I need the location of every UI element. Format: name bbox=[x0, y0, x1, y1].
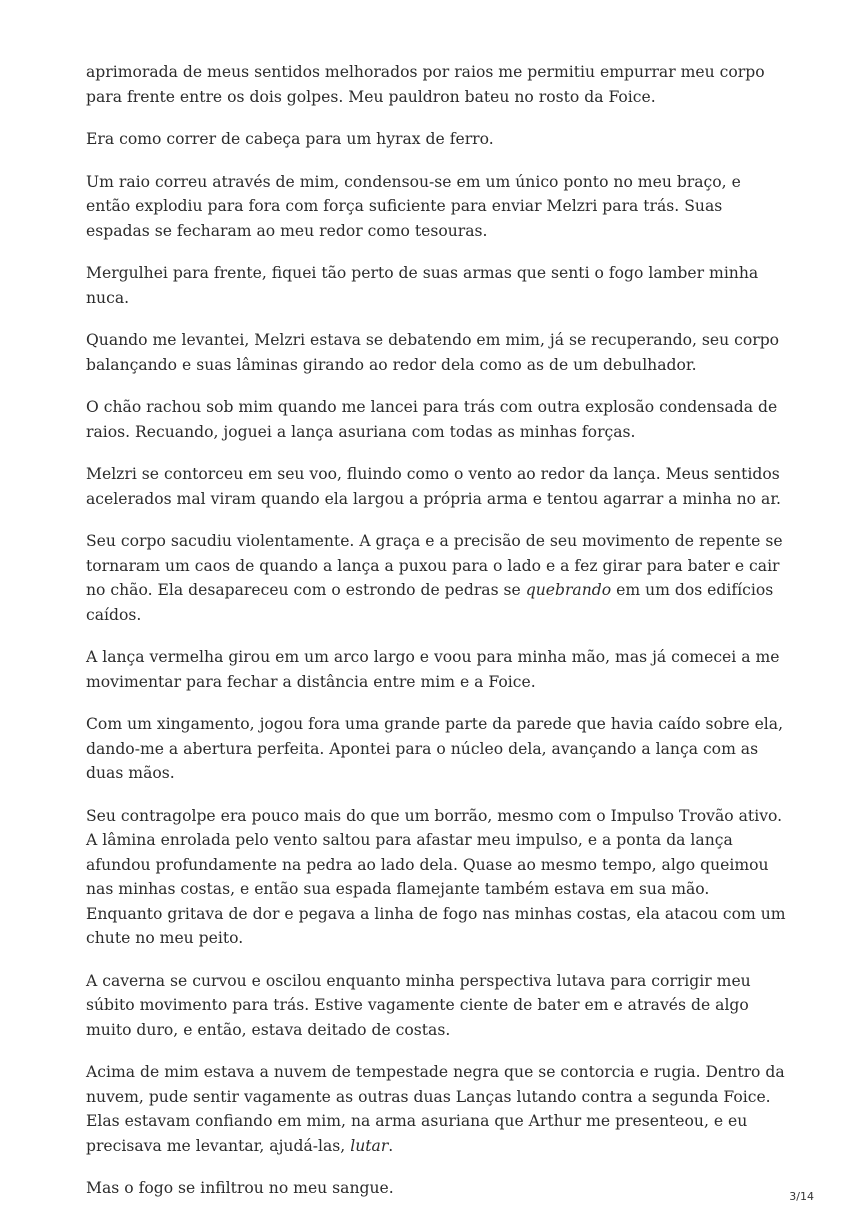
paragraph bbox=[86, 529, 786, 627]
paragraph bbox=[86, 1176, 786, 1201]
paragraph-text: . bbox=[388, 1136, 394, 1155]
paragraph bbox=[86, 127, 786, 152]
paragraph bbox=[86, 395, 786, 444]
paragraph-text: Era como correr de cabeça para um hyrax de ferro. bbox=[86, 130, 494, 148]
document-page bbox=[86, 60, 786, 1219]
paragraph bbox=[86, 712, 786, 786]
paragraph-text: Melzri se contorceu em seu voo, fluindo como o vento ao redor da lança. Meus sentidos acelerados mal viram quando ela largou a própria arma e tentou agarrar a minha no ar. bbox=[86, 465, 782, 508]
paragraph-text: Com um xingamento, jogou fora uma grande parte da parede que havia caído sobre ela, dando-me a abertura perfeita. Apontei para o núcleo dela, avançando a lança com as duas mãos. bbox=[86, 715, 784, 782]
italic-text: lutar bbox=[350, 1136, 389, 1155]
paragraph bbox=[86, 1060, 786, 1158]
paragraph bbox=[86, 804, 786, 951]
italic-text: quebrando bbox=[525, 581, 612, 599]
paragraph bbox=[86, 969, 786, 1043]
paragraph bbox=[86, 170, 786, 244]
page-number: 3/14 bbox=[789, 1190, 814, 1203]
paragraph bbox=[86, 60, 786, 109]
paragraph-text: em um dos edifícios caídos. bbox=[86, 581, 774, 624]
paragraph-text: Seu contragolpe era pouco mais do que um borrão, mesmo com o Impulso Trovão ativo. A lâmina enrolada pelo vento saltou para afastar meu impulso, e a ponta da lança afundou profundamente na pedra ao lado dela. Quase ao mesmo tempo, algo queimou nas minhas costas, e então sua espada flamejante também estava em sua mão. Enquanto gritava de dor e pegava a linha de fogo nas minhas costas, ela atacou com um chute no meu peito. bbox=[86, 806, 786, 947]
document-body bbox=[86, 60, 786, 1201]
paragraph-text: A lança vermelha girou em um arco largo e voou para minha mão, mas já comecei a me movimentar para fechar a distância entre mim e a Foice. bbox=[86, 648, 780, 691]
paragraph bbox=[86, 261, 786, 310]
paragraph-text: Seu corpo sacudiu violentamente. A graça e a precisão de seu movimento de repente se tornaram um caos de quando a lança a puxou para o lado e a fez girar para bater e cair no chão. Ela desapareceu com o estrondo de pedras se bbox=[86, 532, 783, 599]
paragraph-text: A caverna se curvou e oscilou enquanto minha perspectiva lutava para corrigir meu súbito movimento para trás. Estive vagamente ciente de bater em e através de algo muito duro, e então, estava deitado de costas. bbox=[86, 971, 751, 1039]
paragraph-text: Mas o fogo se infiltrou no meu sangue. bbox=[86, 1179, 394, 1197]
paragraph bbox=[86, 328, 786, 377]
paragraph-text: aprimorada de meus sentidos melhorados por raios me permitiu empurrar meu corpo para frente entre os dois golpes. Meu pauldron bateu no rosto da Foice. bbox=[86, 63, 765, 106]
paragraph-text: Um raio correu através de mim, condensou-se em um único ponto no meu braço, e então explodiu para fora com força suficiente para enviar Melzri para trás. Suas espadas se fecharam ao meu redor como tesouras. bbox=[86, 172, 741, 240]
paragraph-text: Quando me levantei, Melzri estava se debatendo em mim, já se recuperando, seu corpo balançando e suas lâminas girando ao redor dela como as de um debulhador. bbox=[86, 331, 780, 374]
paragraph-text: Acima de mim estava a nuvem de tempestade negra que se contorcia e rugia. Dentro da nuvem, pude sentir vagamente as outras duas Lanças lutando contra a segunda Foice. Elas estavam confiando em mim, na arma asuriana que Arthur me presenteou, e eu precisava me levantar, ajudá-las, bbox=[86, 1063, 785, 1155]
paragraph bbox=[86, 462, 786, 511]
paragraph-text: Mergulhei para frente, fiquei tão perto de suas armas que senti o fogo lamber minha nuca. bbox=[86, 264, 759, 307]
paragraph-text: O chão rachou sob mim quando me lancei para trás com outra explosão condensada de raios. Recuando, joguei a lança asuriana com todas as minhas forças. bbox=[86, 398, 778, 441]
paragraph bbox=[86, 645, 786, 694]
